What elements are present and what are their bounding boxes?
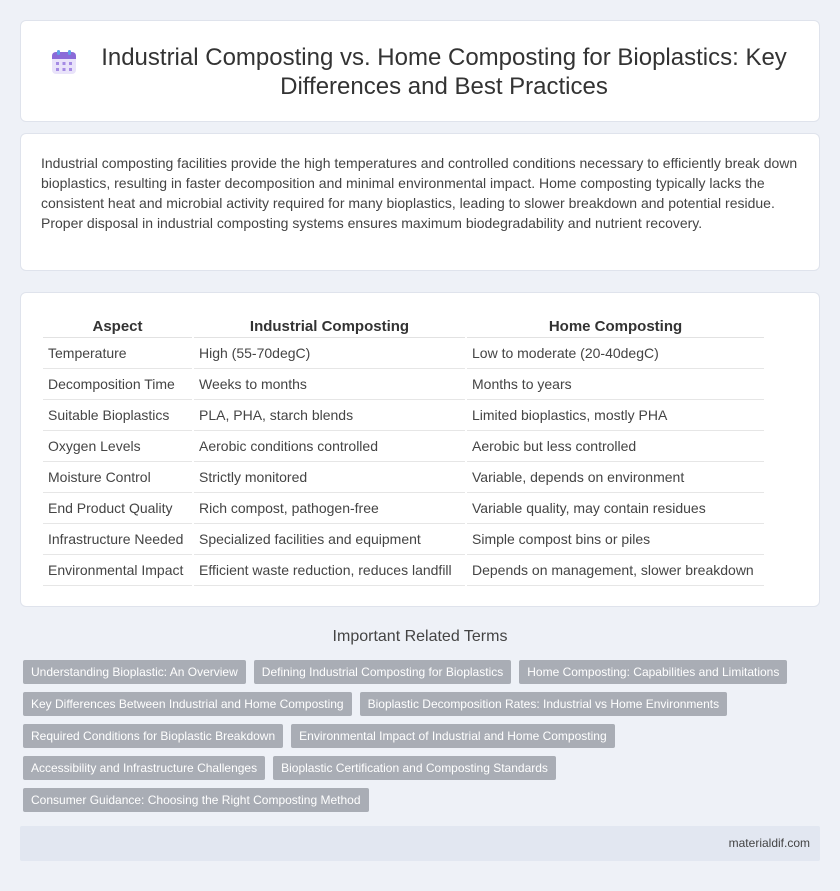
- table-cell: Low to moderate (20-40degC): [466, 338, 764, 369]
- table-cell: PLA, PHA, starch blends: [193, 400, 466, 431]
- table-cell: Rich compost, pathogen-free: [193, 493, 466, 524]
- related-term-tag[interactable]: Bioplastic Decomposition Rates: Industrial vs Home Environments: [360, 692, 727, 716]
- column-header-home: Home Composting: [466, 316, 764, 338]
- header-card: [20, 20, 820, 122]
- footer-site-link[interactable]: materialdif.com: [728, 836, 810, 850]
- table-cell: Aerobic but less controlled: [466, 431, 764, 462]
- related-term-tag[interactable]: Home Composting: Capabilities and Limitations: [519, 660, 787, 684]
- related-term-tag[interactable]: Consumer Guidance: Choosing the Right Composting Method: [23, 788, 369, 812]
- table-row: [43, 400, 764, 431]
- related-terms-title: Important Related Terms: [332, 628, 508, 645]
- table-cell: Variable, depends on environment: [466, 462, 764, 493]
- related-term-tag[interactable]: Accessibility and Infrastructure Challenges: [23, 756, 265, 780]
- table-cell: Variable quality, may contain residues: [466, 493, 764, 524]
- related-terms-list: [23, 660, 813, 812]
- comparison-table: [43, 316, 764, 586]
- table-cell: Efficient waste reduction, reduces landfill: [193, 555, 466, 586]
- table-cell: Strictly monitored: [193, 462, 466, 493]
- related-term-tag[interactable]: Key Differences Between Industrial and Home Composting: [23, 692, 352, 716]
- table-cell: High (55-70degC): [193, 338, 466, 369]
- table-row: [43, 555, 764, 586]
- table-row: [43, 338, 764, 369]
- table-cell: Depends on management, slower breakdown: [466, 555, 764, 586]
- table-row: [43, 493, 764, 524]
- column-header-aspect: Aspect: [43, 316, 193, 338]
- table-cell: End Product Quality: [43, 493, 193, 524]
- table-cell: Infrastructure Needed: [43, 524, 193, 555]
- table-cell: Temperature: [43, 338, 193, 369]
- table-cell: Suitable Bioplastics: [43, 400, 193, 431]
- related-term-tag[interactable]: Environmental Impact of Industrial and Home Composting: [291, 724, 614, 748]
- intro-card: [20, 133, 820, 271]
- related-term-tag[interactable]: Required Conditions for Bioplastic Breakdown: [23, 724, 283, 748]
- table-header-row: [43, 316, 764, 338]
- comparison-card: [20, 292, 820, 607]
- table-cell: Decomposition Time: [43, 369, 193, 400]
- table-row: [43, 524, 764, 555]
- page-title: Industrial Composting vs. Home Composting for Bioplastics: Key Differences and Best Practices: [101, 44, 787, 100]
- table-row: [43, 462, 764, 493]
- table-row: [43, 369, 764, 400]
- table-cell: Specialized facilities and equipment: [193, 524, 466, 555]
- table-cell: Simple compost bins or piles: [466, 524, 764, 555]
- table-cell: Oxygen Levels: [43, 431, 193, 462]
- related-term-tag[interactable]: Bioplastic Certification and Composting Standards: [273, 756, 556, 780]
- related-term-tag[interactable]: Understanding Bioplastic: An Overview: [23, 660, 246, 684]
- footer: [20, 826, 820, 861]
- table-row: [43, 431, 764, 462]
- table-cell: Limited bioplastics, mostly PHA: [466, 400, 764, 431]
- calendar-icon: [51, 49, 77, 75]
- table-cell: Weeks to months: [193, 369, 466, 400]
- column-header-industrial: Industrial Composting: [193, 316, 466, 338]
- related-term-tag[interactable]: Defining Industrial Composting for Bioplastics: [254, 660, 511, 684]
- table-cell: Environmental Impact: [43, 555, 193, 586]
- table-cell: Moisture Control: [43, 462, 193, 493]
- table-cell: Aerobic conditions controlled: [193, 431, 466, 462]
- table-cell: Months to years: [466, 369, 764, 400]
- intro-paragraph: Industrial composting facilities provide the high temperatures and controlled conditions necessary to efficiently break down bioplastics, resulting in faster decomposition and minimal environmental impact. Home composting typically lacks the consistent heat and microbial activity required for many bioplastics, leading to slower breakdown and potential residue. Proper disposal in industrial composting systems ensures maximum biodegradability and nutrient recovery.: [41, 155, 798, 231]
